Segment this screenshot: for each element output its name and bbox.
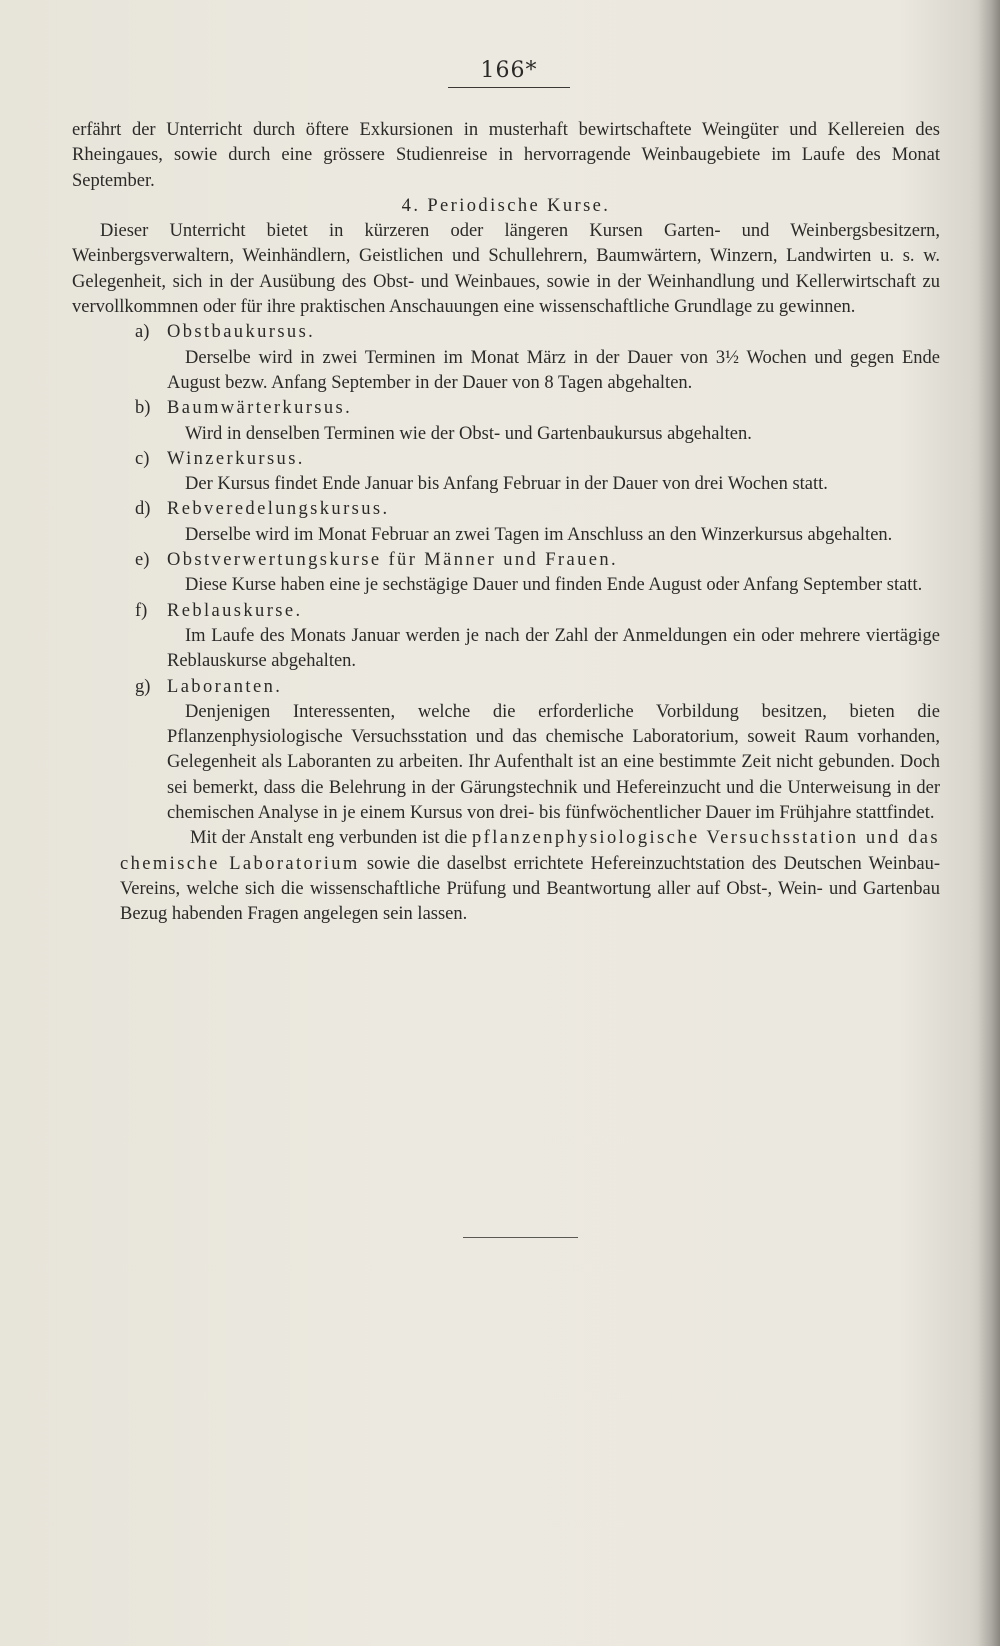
list-item-title: f) Reblauskurse. [135, 600, 303, 621]
page-edge-shadow [978, 0, 1000, 1646]
body-text [72, 118, 940, 928]
paragraph-periodic-courses: Dieser Unterricht bietet in kürzeren oder längeren Kursen Garten- und Weinbergsbesitzern, Weinbergsverwaltern, Weinhändlern, Geistlichen und Schullehrern, Baumwärtern, Winzern, Landwirten u. s. w. Gelegenheit, sich in der Ausübung des Obst- und Weinbaues, sowie in der Weinhandlung und Kellerwirtschaft zu vervollkommnen oder für ihre praktischen Anschauungen eine wissenschaftliche Grundlage zu gewinnen. [72, 221, 940, 318]
section-heading-periodic-courses: 4. Periodische Kurse. [401, 195, 611, 216]
list-item-title: c) Winzerkursus. [135, 448, 305, 469]
paragraph-closing: Mit der Anstalt eng verbunden ist die pflanzenphysiologische Versuchsstation und das chemische Laboratorium sowie die daselbst errichtete Hefereinzuchtstation des Deutschen Weinbau-Vereins, welche sich die wissenschaftliche Prüfung und Beantwortung aller auf Obst-, Wein- und Gartenbau Bezug habenden Fragen angelegen sein lassen. [120, 828, 940, 925]
list-item-text: Der Kursus findet Ende Januar bis Anfang Februar in der Dauer von drei Wochen statt. [185, 474, 828, 495]
list-item-text: Derselbe wird im Monat Februar an zwei Tagen im Anschluss an den Winzerkursus abgehalten. [185, 524, 893, 545]
list-item-text: Denjenigen Interessenten, welche die erforderliche Vorbildung besitzen, bieten die Pflanzenphysiologische Versuchsstation und das chemische Laboratorium, soweit Raum vorhanden, Gelegenheit als Laboranten zu arbeiten. Ihr Aufenthalt ist an eine bestimmte Zeit nicht gebunden. Doch sei bemerkt, dass die Belehrung in der Gärungstechnik und Hefereinzucht und die Unterweisung in der chemischen Analyse in je einem Kursus von drei- bis fünfwöchentlicher Dauer im Frühjahre stattfindet. [167, 701, 940, 824]
list-item-text: Im Laufe des Monats Januar werden je nach der Zahl der Anmeldungen ein oder mehrere viertägige Reblauskurse abgehalten. [167, 625, 940, 672]
paragraph-intro-continuation: erfährt der Unterricht durch öftere Exkursionen in musterhaft bewirtschaftete Weingüter und Kellereien des Rheingaues, sowie durch eine grössere Studienreise in hervorragende Weinbaugebiete im Laufe des Monat September. [72, 120, 940, 191]
list-item-title: g) Laboranten. [135, 676, 283, 697]
section-divider-rule [463, 1237, 578, 1238]
list-item-text: Diese Kurse haben eine je sechstägige Dauer und finden Ende August oder Anfang September statt. [185, 575, 923, 596]
list-item-title: d) Rebveredelungskursus. [135, 499, 390, 520]
list-item-title: b) Baumwärterkursus. [135, 398, 353, 419]
list-item-text: Derselbe wird in zwei Terminen im Monat März in der Dauer von 3½ Wochen und gegen Ende August bezw. Anfang September in der Dauer von 8 Tagen abgehalten. [167, 347, 940, 393]
list-item-title: e) Obstverwertungskurse für Männer und Frauen. [135, 550, 619, 571]
list-item-title: a) Obstbaukursus. [135, 322, 316, 343]
list-item-text: Wird in denselben Terminen wie der Obst- und Gartenbaukursus abgehalten. [185, 423, 752, 444]
page-number: 166* [448, 58, 570, 88]
